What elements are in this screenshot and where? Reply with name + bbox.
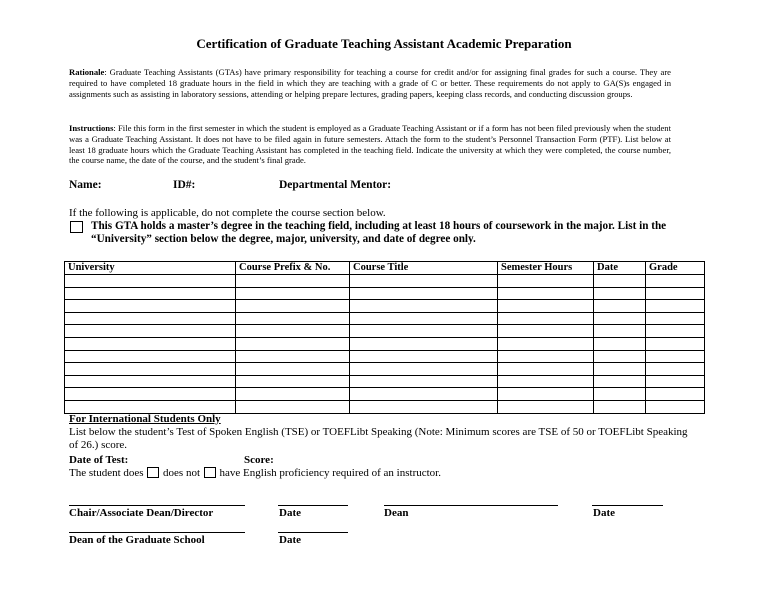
proficiency-prefix: The student does: [69, 467, 144, 479]
cell-course-prefix[interactable]: [236, 337, 350, 350]
cell-course-title[interactable]: [350, 325, 498, 338]
cell-date[interactable]: [594, 325, 646, 338]
column-header-semester-hours: Semester Hours: [498, 262, 594, 275]
cell-course-prefix[interactable]: [236, 363, 350, 376]
cell-semester-hours[interactable]: [498, 275, 594, 288]
form-title: Certification of Graduate Teaching Assistant Academic Preparation: [196, 36, 572, 51]
chair-date-label: Date: [279, 507, 301, 519]
score-label[interactable]: Score:: [244, 454, 274, 466]
cell-university[interactable]: [65, 375, 236, 388]
cell-date[interactable]: [594, 375, 646, 388]
grad-dean-signature-label: Dean of the Graduate School: [69, 534, 205, 546]
column-header-university: University: [65, 262, 236, 275]
proficiency-mid: does not: [163, 467, 201, 479]
cell-semester-hours[interactable]: [498, 350, 594, 363]
cell-date[interactable]: [594, 337, 646, 350]
cell-course-prefix[interactable]: [236, 275, 350, 288]
cell-course-prefix[interactable]: [236, 400, 350, 413]
cell-date[interactable]: [594, 388, 646, 401]
cell-date[interactable]: [594, 287, 646, 300]
grad-dean-signature-line[interactable]: [69, 532, 245, 533]
cell-grade[interactable]: [646, 363, 705, 376]
table-row: [65, 375, 705, 388]
cell-university[interactable]: [65, 312, 236, 325]
cell-grade[interactable]: [646, 300, 705, 313]
id-field-label[interactable]: ID#:: [173, 179, 196, 191]
cell-grade[interactable]: [646, 312, 705, 325]
cell-course-prefix[interactable]: [236, 287, 350, 300]
cell-grade[interactable]: [646, 375, 705, 388]
cell-grade[interactable]: [646, 275, 705, 288]
table-row: [65, 300, 705, 313]
cell-semester-hours[interactable]: [498, 287, 594, 300]
cell-date[interactable]: [594, 300, 646, 313]
cell-semester-hours[interactable]: [498, 312, 594, 325]
proficiency-suffix: have English proficiency required of an instructor.: [219, 467, 441, 479]
cell-semester-hours[interactable]: [498, 375, 594, 388]
cell-grade[interactable]: [646, 388, 705, 401]
cell-semester-hours[interactable]: [498, 363, 594, 376]
column-header-date: Date: [594, 262, 646, 275]
instructions-label: Instructions: [69, 123, 114, 133]
cell-semester-hours[interactable]: [498, 388, 594, 401]
table-row: [65, 325, 705, 338]
cell-course-title[interactable]: [350, 287, 498, 300]
cell-university[interactable]: [65, 287, 236, 300]
table-header-row: [65, 262, 705, 275]
cell-date[interactable]: [594, 350, 646, 363]
instructions-paragraph: [69, 123, 671, 166]
cell-grade[interactable]: [646, 350, 705, 363]
cell-university[interactable]: [65, 363, 236, 376]
english-proficiency-line: [69, 467, 441, 479]
cell-date[interactable]: [594, 312, 646, 325]
cell-semester-hours[interactable]: [498, 337, 594, 350]
dean-signature-line[interactable]: [384, 505, 558, 506]
cell-course-prefix[interactable]: [236, 325, 350, 338]
cell-university[interactable]: [65, 300, 236, 313]
table-row: [65, 350, 705, 363]
table-row: [65, 287, 705, 300]
masters-degree-option-text: This GTA holds a master’s degree in the teaching field, including at least 18 hours of coursework in the major. List in the “University” section below the degree, major, university, and date of degree only.: [91, 220, 667, 245]
cell-date[interactable]: [594, 363, 646, 376]
rationale-label: Rationale: [69, 67, 105, 77]
date-of-test-label[interactable]: Date of Test:: [69, 454, 129, 466]
cell-semester-hours[interactable]: [498, 400, 594, 413]
cell-university[interactable]: [65, 400, 236, 413]
cell-course-prefix[interactable]: [236, 312, 350, 325]
cell-university[interactable]: [65, 275, 236, 288]
cell-course-title[interactable]: [350, 388, 498, 401]
international-heading: For International Students Only: [69, 413, 221, 425]
cell-grade[interactable]: [646, 337, 705, 350]
rationale-text: : Graduate Teaching Assistants (GTAs) have primary responsibility for teaching a course for credit and/or for assigning final grades for such a course. They are required to have completed 18 graduate hours in the field in which they are teaching with a grade of C or better. These requirements do not apply to GA(S)s engaged in assignments such as assisting in laboratory sessions, attending or helping prepare lectures, grading papers, keeping class records, and conducting discussion groups.: [69, 67, 671, 99]
proficiency-does-checkbox[interactable]: [147, 467, 159, 478]
table-row: [65, 388, 705, 401]
cell-course-prefix[interactable]: [236, 388, 350, 401]
instructions-text: : File this form in the first semester in which the student is employed as a Graduate Teaching Assistant or if a form has not been filed previously when the student was a Graduate Teaching Assistant. It does not have to be filed again in future semesters. Attach the form to the student’s Personnel Transaction Form (PTF). List below at least 18 graduate hours which the Graduate Teaching Assistant has completed in the teaching field. Indicate the university at which they were completed, the course number, the course name, the date of the course, and the student’s final grade.: [69, 123, 671, 166]
name-field-label[interactable]: Name:: [69, 179, 102, 191]
grad-dean-date-line[interactable]: [278, 532, 348, 533]
mentor-field-label[interactable]: Departmental Mentor:: [279, 179, 392, 191]
column-header-course-title: Course Title: [350, 262, 498, 275]
chair-signature-line[interactable]: [69, 505, 245, 506]
cell-course-title[interactable]: [350, 350, 498, 363]
dean-date-label: Date: [593, 507, 615, 519]
cell-date[interactable]: [594, 400, 646, 413]
applicable-note: If the following is applicable, do not complete the course section below.: [69, 207, 386, 219]
international-instruction: List below the student’s Test of Spoken English (TSE) or TOEFLibt Speaking (Note: Minimum scores are TSE of 50 or TOEFLibt Speaking of 26.) score.: [69, 426, 688, 451]
proficiency-does-not-checkbox[interactable]: [204, 467, 216, 478]
cell-course-title[interactable]: [350, 363, 498, 376]
table-row: [65, 400, 705, 413]
cell-university[interactable]: [65, 325, 236, 338]
cell-semester-hours[interactable]: [498, 325, 594, 338]
cell-course-title[interactable]: [350, 275, 498, 288]
cell-course-title[interactable]: [350, 400, 498, 413]
table-row: [65, 275, 705, 288]
cell-course-prefix[interactable]: [236, 350, 350, 363]
cell-grade[interactable]: [646, 400, 705, 413]
column-header-course-prefix: Course Prefix & No.: [236, 262, 350, 275]
cell-course-title[interactable]: [350, 300, 498, 313]
table-row: [65, 312, 705, 325]
cell-semester-hours[interactable]: [498, 300, 594, 313]
course-table: [64, 261, 705, 414]
cell-grade[interactable]: [646, 287, 705, 300]
cell-university[interactable]: [65, 388, 236, 401]
cell-grade[interactable]: [646, 325, 705, 338]
rationale-paragraph: [69, 67, 671, 99]
cell-course-title[interactable]: [350, 312, 498, 325]
table-row: [65, 363, 705, 376]
cell-course-prefix[interactable]: [236, 300, 350, 313]
grad-dean-date-label: Date: [279, 534, 301, 546]
cell-date[interactable]: [594, 275, 646, 288]
masters-degree-checkbox[interactable]: [70, 221, 83, 233]
chair-date-line[interactable]: [278, 505, 348, 506]
cell-university[interactable]: [65, 337, 236, 350]
chair-signature-label: Chair/Associate Dean/Director: [69, 507, 214, 519]
cell-course-prefix[interactable]: [236, 375, 350, 388]
dean-date-line[interactable]: [592, 505, 663, 506]
cell-course-title[interactable]: [350, 375, 498, 388]
table-row: [65, 337, 705, 350]
column-header-grade: Grade: [646, 262, 705, 275]
dean-signature-label: Dean: [384, 507, 409, 519]
cell-course-title[interactable]: [350, 337, 498, 350]
cell-university[interactable]: [65, 350, 236, 363]
